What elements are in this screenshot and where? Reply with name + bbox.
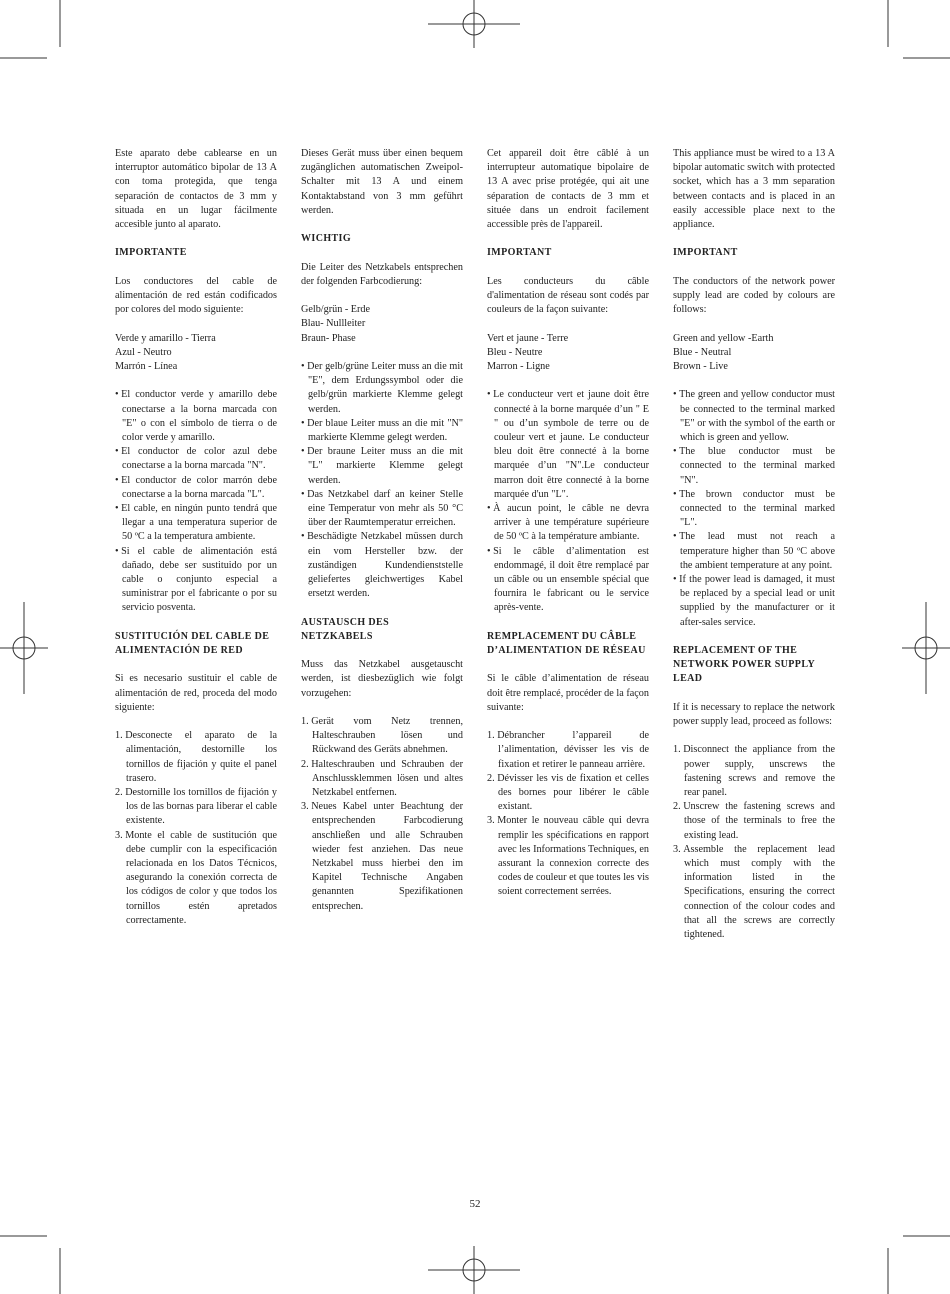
intro-paragraph: Dieses Gerät muss über einen bequem zugänglichen automatischen Zweipol-Schalter mit 13 A und einem Kontaktabstand von 3 mm geführt werden. [301, 148, 463, 216]
list-item: • Beschädigte Netzkabel müssen durch ein vom Hersteller bzw. der zuständigen Kundendienststelle geliefertes gleichwertiges Kabel ersetzt werden. [301, 531, 463, 600]
color-code-line: Marron - Ligne [487, 361, 550, 372]
list-item: 2. Halteschrauben und Schrauben der Anschlussklemmen lösen und altes Netzkabel entfernen. [301, 758, 463, 799]
color-code-line: Vert et jaune - Terre [487, 332, 569, 344]
color-code-list [115, 332, 277, 375]
list-item: 2. Destornille los tornillos de fijación y los de las bornas para liberar el cable existente. [115, 787, 277, 827]
list-item: • Si le câble d’alimentation est endommagé, il doit être remplacé par un câble ou un ensemble spécial que fournira le fabricant ou le service après-vente. [487, 545, 649, 614]
numbered-list [301, 715, 463, 914]
list-item: • The lead must not reach a temperature higher than 50 ºC above the ambient temperature at any point. [673, 531, 835, 571]
intro-paragraph: This appliance must be wired to a 13 A bipolar automatic switch with protected socket, which has a 3 mm separation between contacts and is placed in an easily accessible place next to the appliance. [673, 148, 835, 231]
list-item: 3. Monte el cable de sustitución que debe cumplir con la especificación relacionada en los Datos Técnicos, asegurando la conexión correcta de los códigos de color y que todos los tornillos estén apretados correctamente. [115, 829, 277, 926]
color-code-list [673, 332, 835, 375]
bullet-list [673, 388, 835, 629]
list-item: • À aucun point, le câble ne devra arriver à une température supérieure de 50 ºC à la température ambiante. [487, 503, 649, 543]
body-paragraph: Si es necesario sustituir el cable de alimentación de red, proceda del modo siguiente: [115, 673, 277, 713]
list-item: • El conductor de color marrón debe conectarse a la borna marcada "L". [115, 474, 277, 500]
body-paragraph: Die Leiter des Netzkabels entsprechen der folgenden Farbcodierung: [301, 261, 463, 287]
color-code-line: Marrón - Línea [115, 361, 178, 372]
list-item: 2. Dévisser les vis de fixation et celles des bornes pour libérer le câble existant. [487, 772, 649, 813]
color-code-list [487, 332, 649, 375]
list-item: 1. Desconecte el aparato de la alimentación, destornille los tornillos de fijación y quite el panel trasero. [115, 730, 277, 784]
section-heading: WICHTIG [301, 233, 352, 245]
color-code-line: Blau- Nullleiter [301, 318, 366, 330]
list-item: • Der braune Leiter muss an die mit "L" markierte Klemme gelegt werden. [301, 446, 463, 486]
list-item: • El conductor de color azul debe conectarse a la borna marcada "N". [115, 446, 277, 472]
list-item: • Le conducteur vert et jaune doit être connecté à la borne marquée d’un " E " ou d’un symbole de terre ou de couleur vert et jaune. Le conducteur bleu doit être connecté à la borne marquée d’un "N".Le conducteur marron doit être connecté à la borne marquée d'un "L". [487, 389, 649, 500]
body-paragraph: Los conductores del cable de alimentación de red están codificados por colores del modo siguiente: [115, 275, 277, 316]
body-paragraph: Les conducteurs du câble d'alimentation de réseau sont codés par couleurs de la façon suivante: [487, 275, 649, 316]
column-de [301, 147, 463, 928]
body-paragraph: The conductors of the network power supply lead are coded by colours are follows: [673, 275, 835, 316]
color-code-line: Braun- Phase [301, 332, 356, 344]
color-code-line: Blue - Neutral [673, 346, 732, 358]
bullet-list [115, 388, 277, 615]
section-heading: SUSTITUCIÓN DEL CABLE DE ALIMENTACIÓN DE RED [115, 630, 270, 657]
page-number: 52 [469, 1198, 481, 1210]
bullet-list [487, 388, 649, 615]
numbered-list [115, 729, 277, 928]
list-item: • El conductor verde y amarillo debe conectarse a la borna marcada con "E" o con el símbolo de tierra o de color verde y amarillo. [115, 389, 277, 443]
color-code-line: Gelb/grün - Erde [301, 304, 371, 316]
list-item: • The green and yellow conductor must be connected to the terminal marked "E" or with the symbol of the earth or which is green and yellow. [673, 389, 835, 443]
list-item: 3. Neues Kabel unter Beachtung der entsprechenden Farbcodierung anschließen und alle Schrauben wieder fest anziehen. Das neue Netzkabel muss hierbei den im Kapitel Technische Angaben genannten Spezifikationen entsprechen. [301, 801, 463, 912]
color-code-line: Bleu - Neutre [487, 346, 543, 358]
numbered-list [487, 729, 649, 899]
section-heading: AUSTAUSCH DES NETZKABELS [301, 616, 390, 642]
bullet-list [301, 360, 463, 601]
body-paragraph: Si le câble d’alimentation de réseau doit être remplacé, procéder de la façon suivante: [487, 673, 649, 713]
body-paragraph: If it is necessary to replace the network power supply lead, proceed as follows: [673, 701, 835, 728]
column-fr [487, 147, 649, 914]
list-item: 1. Débrancher l’appareil de l’alimentation, dévisser les vis de fixation et retirer le panneau arrière. [487, 730, 649, 770]
intro-paragraph: Este aparato debe cablearse en un interruptor automático bipolar de 13 A con toma protegida, que tenga separación de contactos de 3 mm y situada en un lugar fácilmente accesible junto al aparato. [115, 148, 277, 231]
section-heading: IMPORTANT [487, 247, 552, 259]
list-item: • Si el cable de alimentación está dañado, debe ser sustituido por un cable o conjunto especial a suministrar por el fabricante o por su servicio posventa. [115, 545, 277, 614]
list-item: • The brown conductor must be connected to the terminal marked "L". [673, 488, 835, 529]
column-en [673, 147, 835, 956]
intro-paragraph: Cet appareil doit être câblé à un interrupteur automatique bipolaire de 13 A avec prise protégée, qui ait une séparation de contacts de 3 mm et située dans un endroit facilement accessible près de l'appareil. [487, 148, 649, 231]
list-item: • If the power lead is damaged, it must be replaced by a special lead or unit supplied by the manufacturer or it after-sales service. [673, 574, 835, 628]
list-item: 2. Unscrew the fastening screws and those of the terminals to free the existing lead. [673, 801, 835, 841]
color-code-line: Brown - Live [673, 361, 728, 372]
column-es [115, 147, 277, 942]
list-item: 3. Monter le nouveau câble qui devra remplir les spécifications en rapport avec les Informations Techniques, en assurant la connexion correcte des codes de couleur et que toutes les vis soient correctement serrées. [487, 815, 650, 898]
list-item: 3. Assemble the replacement lead which must comply with the information listed in the Specifications, ensuring the correct connection of the colour codes and that all the screws are correctly tightened. [673, 843, 835, 941]
list-item: • The blue conductor must be connected to the terminal marked "N". [673, 446, 835, 486]
color-code-line: Azul - Neutro [115, 346, 172, 358]
numbered-list [673, 743, 835, 942]
section-heading: IMPORTANTE [115, 247, 187, 259]
body-paragraph: Muss das Netzkabel ausgetauscht werden, ist diesbezüglich wie folgt vorzugehen: [301, 659, 463, 699]
section-heading: IMPORTANT [673, 247, 738, 259]
color-code-list [301, 303, 463, 346]
list-item: 1. Gerät vom Netz trennen, Halteschrauben lösen und Rückwand des Geräts abnehmen. [301, 716, 463, 756]
section-heading: REMPLACEMENT DU CÂBLE D’ALIMENTATION DE RÉSEAU [487, 630, 646, 657]
list-item: • El cable, en ningún punto tendrá que llegar a una temperatura superior de 50 ºC a la temperatura ambiente. [115, 503, 277, 543]
list-item: • Der gelb/grüne Leiter muss an die mit "E", dem Erdungssymbol oder die gelb/grün markierte Klemme gelegt werden. [301, 360, 463, 415]
color-code-line: Verde y amarillo - Tierra [115, 332, 216, 344]
list-item: 1. Disconnect the appliance from the power supply, unscrews the fastening screws and remove the rear panel. [673, 744, 835, 799]
list-item: • Der blaue Leiter muss an die mit "N" markierte Klemme gelegt werden. [301, 417, 463, 443]
list-item: • Das Netzkabel darf an keiner Stelle eine Temperatur von mehr als 50 °C über der Raumtemperatur erreichen. [301, 488, 463, 529]
section-heading: REPLACEMENT OF THE NETWORK POWER SUPPLY LEAD [673, 645, 815, 685]
color-code-line: Green and yellow -Earth [673, 332, 774, 344]
